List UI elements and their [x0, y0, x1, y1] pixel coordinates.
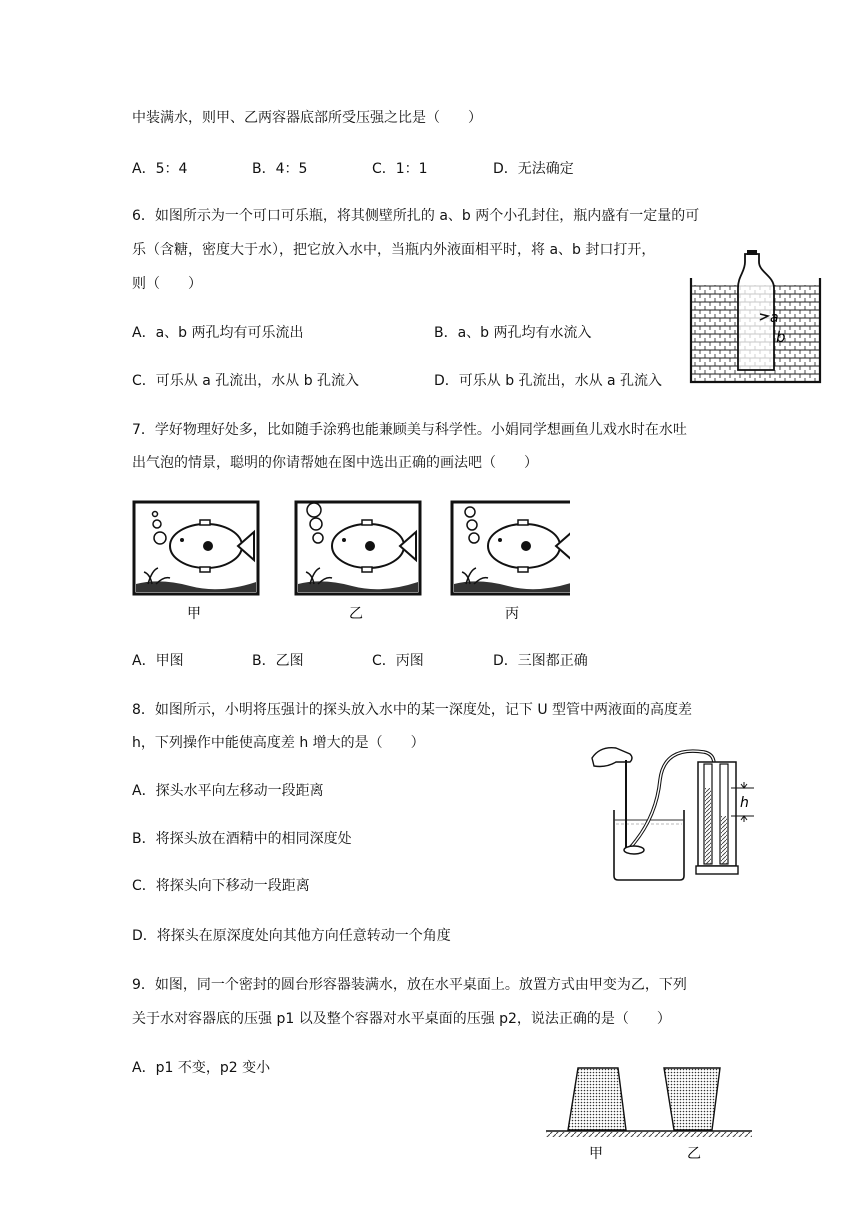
caption-yi: 乙 [687, 1146, 701, 1162]
q9-frustum-figure [544, 1062, 754, 1164]
hole-a-label: a [770, 310, 779, 326]
q5-option-d: D．无法确定 [493, 161, 574, 177]
caption-bing: 丙 [505, 606, 519, 622]
q5-option-c: C．1：1 [372, 161, 428, 177]
height-diff-label: h [740, 795, 749, 811]
caption-jia: 甲 [187, 606, 201, 622]
q5-option-a: A．5：4 [132, 161, 188, 177]
q9-stem-line2: 关于水对容器底的压强 p1 以及整个容器对水平桌面的压强 p2，说法正确的是（ ） [132, 1011, 671, 1027]
fish-tank-jia [134, 502, 258, 594]
bottle-cap [747, 250, 757, 255]
cola-bottle [738, 254, 774, 370]
q7-option-d: D．三图都正确 [493, 653, 588, 669]
probe-head [624, 846, 644, 854]
q6-option-d: D．可乐从 b 孔流出，水从 a 孔流入 [434, 373, 663, 389]
q5-stem: 中装满水，则甲、乙两容器底部所受压强之比是（ ） [132, 110, 482, 126]
caption-jia: 甲 [589, 1146, 603, 1162]
q6-stem-line2: 乐（含糖，密度大于水），把它放入水中，当瓶内外液面相平时，将 a、b 封口打开， [132, 242, 656, 258]
q8-stem-line2: h，下列操作中能使高度差 h 增大的是（ ） [132, 735, 425, 751]
bubble [154, 532, 166, 544]
q8-option-d: D．将探头在原深度处向其他方向任意转动一个角度 [132, 928, 451, 944]
q6-stem-line1: 6．如图所示为一个可口可乐瓶，将其侧壁所扎的 a、b 两个小孔封住，瓶内盛有一定量的可 [132, 208, 700, 224]
fish-tank-yi [296, 502, 420, 594]
q7-option-b: B．乙图 [252, 653, 304, 669]
u-tube-liquid-left [705, 788, 711, 864]
q6-bottle-figure [688, 250, 823, 386]
caption-yi: 乙 [349, 606, 363, 622]
q8-option-c: C．将探头向下移动一段距离 [132, 878, 310, 894]
u-tube-liquid-right [721, 816, 727, 864]
q8-pressure-gauge-figure [586, 740, 756, 882]
q8-stem-line1: 8．如图所示，小明将压强计的探头放入水中的某一深度处，记下 U 型管中两液面的高度差 [132, 702, 693, 718]
q9-stem-line1: 9．如图，同一个密封的圆台形容器装满水，放在水平桌面上。放置方式由甲变为乙，下列 [132, 977, 687, 993]
q7-fish-figures [130, 498, 570, 624]
q6-stem-line3: 则（ ） [132, 276, 202, 292]
fish-tank-bing [452, 502, 570, 594]
q7-stem-line2: 出气泡的情景，聪明的你请帮她在图中选出正确的画法吧（ ） [132, 455, 538, 471]
stand-base [696, 866, 738, 874]
q7-option-a: A．甲图 [132, 653, 184, 669]
hole-b-label: b [776, 328, 786, 346]
q6-option-b: B．a、b 两孔均有水流入 [434, 325, 592, 341]
q8-option-b: B．将探头放在酒精中的相同深度处 [132, 831, 352, 847]
q6-option-a: A．a、b 两孔均有可乐流出 [132, 325, 304, 341]
q5-option-b: B．4：5 [252, 161, 308, 177]
container-yi [664, 1068, 720, 1130]
container-jia [568, 1068, 626, 1130]
q6-option-c: C．可乐从 a 孔流出，水从 b 孔流入 [132, 373, 360, 389]
q7-stem-line1: 7．学好物理好处多，比如随手涂鸦也能兼顾美与科学性。小娟同学想画鱼儿戏水时在水吐 [132, 422, 687, 438]
q8-option-a: A．探头水平向左移动一段距离 [132, 783, 324, 799]
q7-option-c: C．丙图 [372, 653, 424, 669]
q9-option-a: A．p1 不变，p2 变小 [132, 1060, 271, 1076]
